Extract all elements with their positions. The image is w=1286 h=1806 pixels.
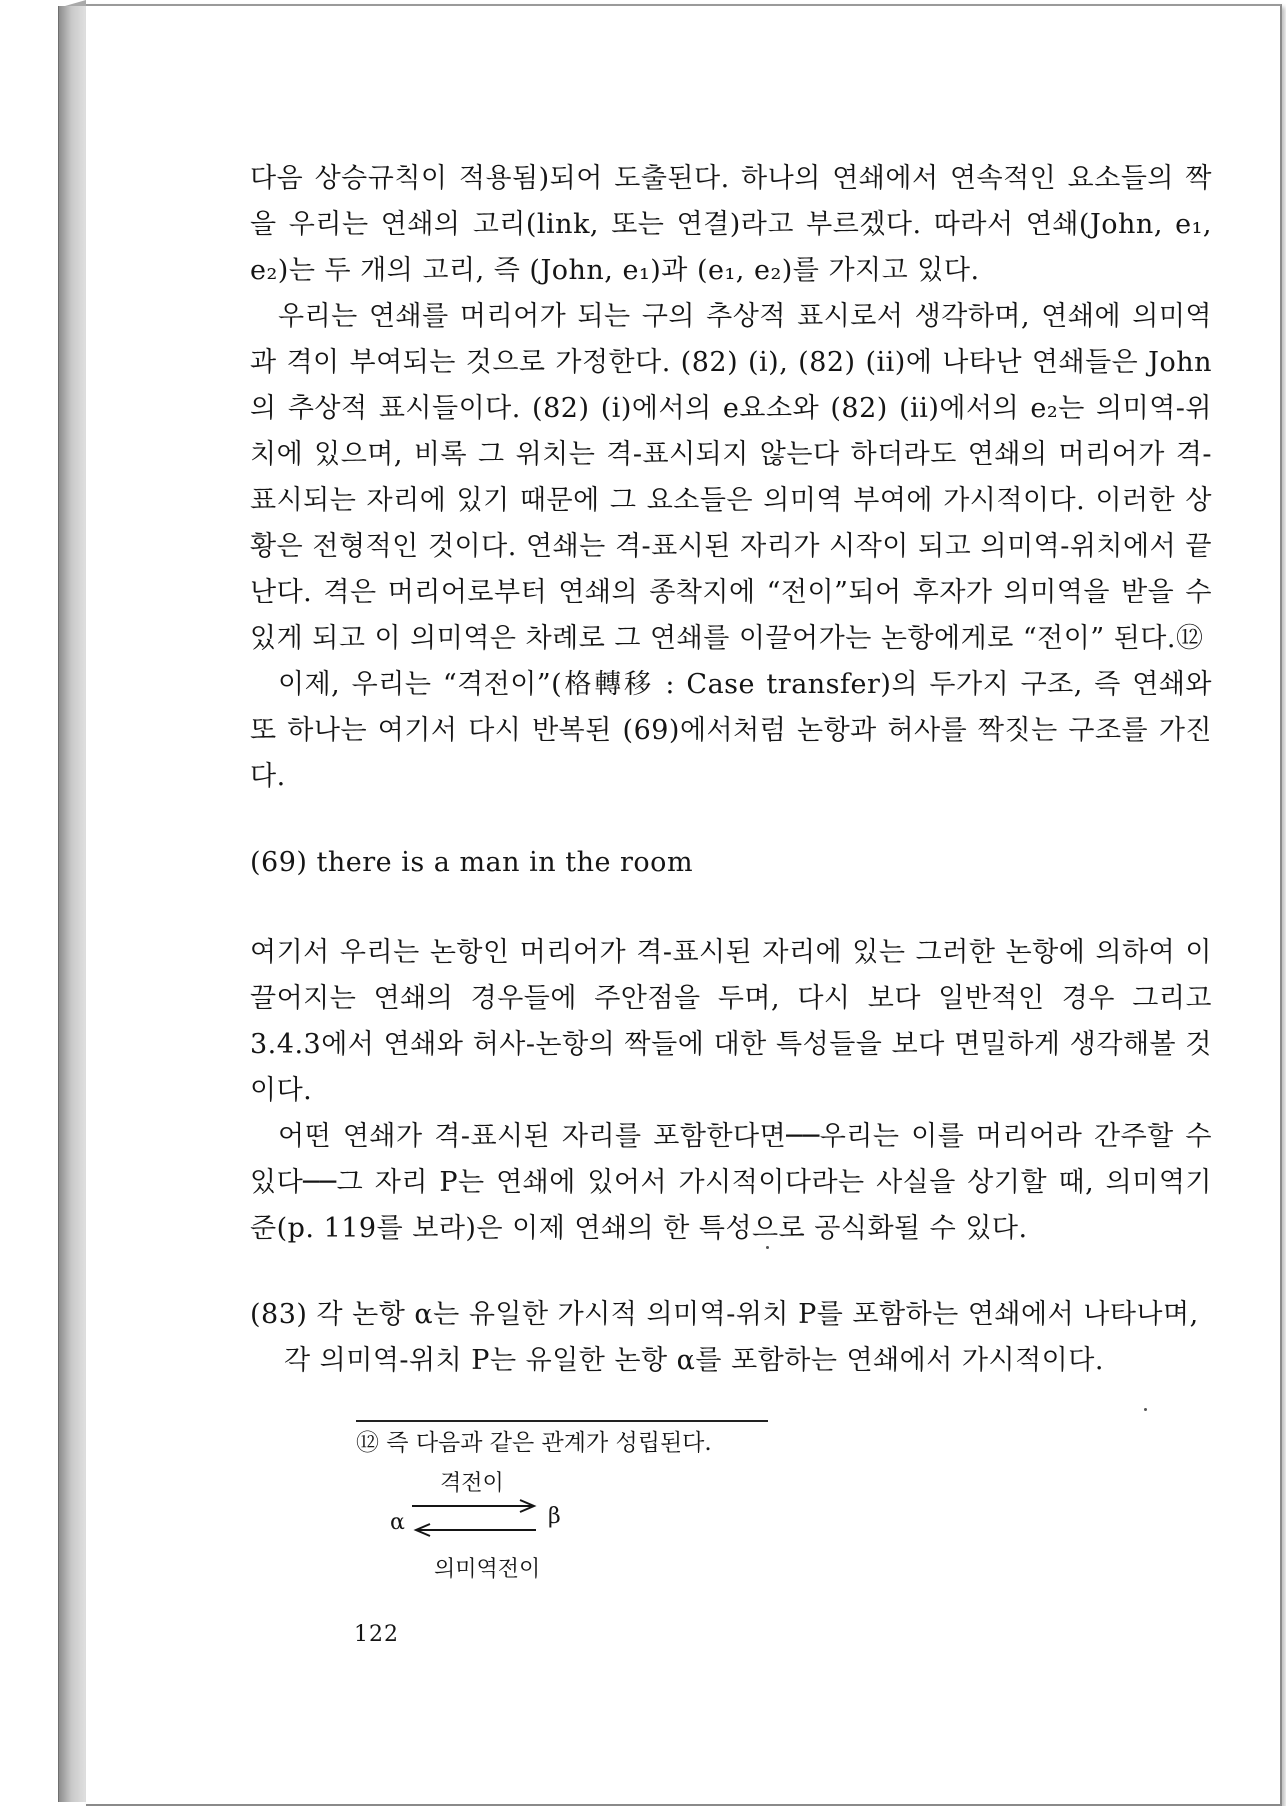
page-number: 122 <box>354 1622 399 1647</box>
diagram-beta: β <box>548 1504 561 1529</box>
page-body <box>250 156 1212 1384</box>
paragraph-2: 우리는 연쇄를 머리어가 되는 구의 추상적 표시로서 생각하며, 연쇄에 의미역과 격이 부여되는 것으로 가정한다. (82) (i), (82) (ii)에 나타난 연쇄들은 John의 추상적 표시들이다. (82) (i)에서의 e요소와 (82) (ii)에서의 e₂는 의미역-위치에 있으며, 비록 그 위치는 격-표시되지 않는다 하더라도 연쇄의 머리어가 격-표시되는 자리에 있기 때문에 그 요소들은 의미역 부여에 가시적이다. 이러한 상황은 전형적인 것이다. 연쇄는 격-표시된 자리가 시작이 되고 의미역-위치에서 끝난다. 격은 머리어로부터 연쇄의 종착지에 “전이”되어 후자가 의미역을 받을 수 있게 되고 이 의미역은 차례로 그 연쇄를 이끌어가는 논항에게로 “전이” 된다.⑫ <box>250 301 1212 654</box>
rule-83-line-2: 각 의미역-위치 P는 유일한 논항 α를 포함하는 연쇄에서 가시적이다. <box>284 1345 1104 1376</box>
case-transfer-diagram <box>382 1466 572 1586</box>
rule-83-line-1: (83) 각 논항 α는 유일한 가시적 의미역-위치 P를 포함하는 연쇄에서 나타나며, <box>250 1299 1199 1330</box>
diagram-arrows <box>406 1494 546 1544</box>
rule-83 <box>250 1292 1212 1384</box>
paragraph-3: 이제, 우리는 “격전이”(格轉移 : Case transfer)의 두가지 구조, 즉 연쇄와 또 하나는 여기서 다시 반복된 (69)에서처럼 논항과 허사를 짝짓는 구조를 가진다. <box>250 669 1212 792</box>
paragraph-4: 여기서 우리는 논항인 머리어가 격-표시된 자리에 있는 그러한 논항에 의하여 이끌어지는 연쇄의 경우들에 주안점을 두며, 다시 보다 일반적인 경우 그리고 3.4.3에서 연쇄와 허사-논항의 짝들에 대한 특성들을 보다 면밀하게 생각해볼 것이다. <box>250 937 1212 1106</box>
print-speck <box>766 1246 769 1249</box>
print-speck <box>1144 1408 1147 1411</box>
book-page <box>86 4 1282 1806</box>
footnote-12: ⑫ 즉 다음과 같은 관계가 성립된다. <box>356 1430 712 1456</box>
diagram-bottom-label: 의미역전이 <box>434 1557 541 1582</box>
footnote-divider <box>356 1420 768 1422</box>
paragraph-5: 어떤 연쇄가 격-표시된 자리를 포함한다면──우리는 이를 머리어라 간주할 수 있다──그 자리 P는 연쇄에 있어서 가시적이다라는 사실을 상기할 때, 의미역기준(p. 119를 보라)은 이제 연쇄의 한 특성으로 공식화될 수 있다. <box>250 1121 1212 1244</box>
example-69: (69) there is a man in the room <box>250 847 694 878</box>
diagram-top-label: 격전이 <box>440 1471 504 1496</box>
paragraph-1: 다음 상승규칙이 적용됨)되어 도출된다. 하나의 연쇄에서 연속적인 요소들의 짝을 우리는 연쇄의 고리(link, 또는 연결)라고 부르겠다. 따라서 연쇄(John, e₁, e₂)는 두 개의 고리, 즉 (John, e₁)과 (e₁, e₂)를 가지고 있다. <box>250 163 1212 286</box>
book-spine <box>58 6 87 1802</box>
diagram-alpha: α <box>390 1510 405 1535</box>
